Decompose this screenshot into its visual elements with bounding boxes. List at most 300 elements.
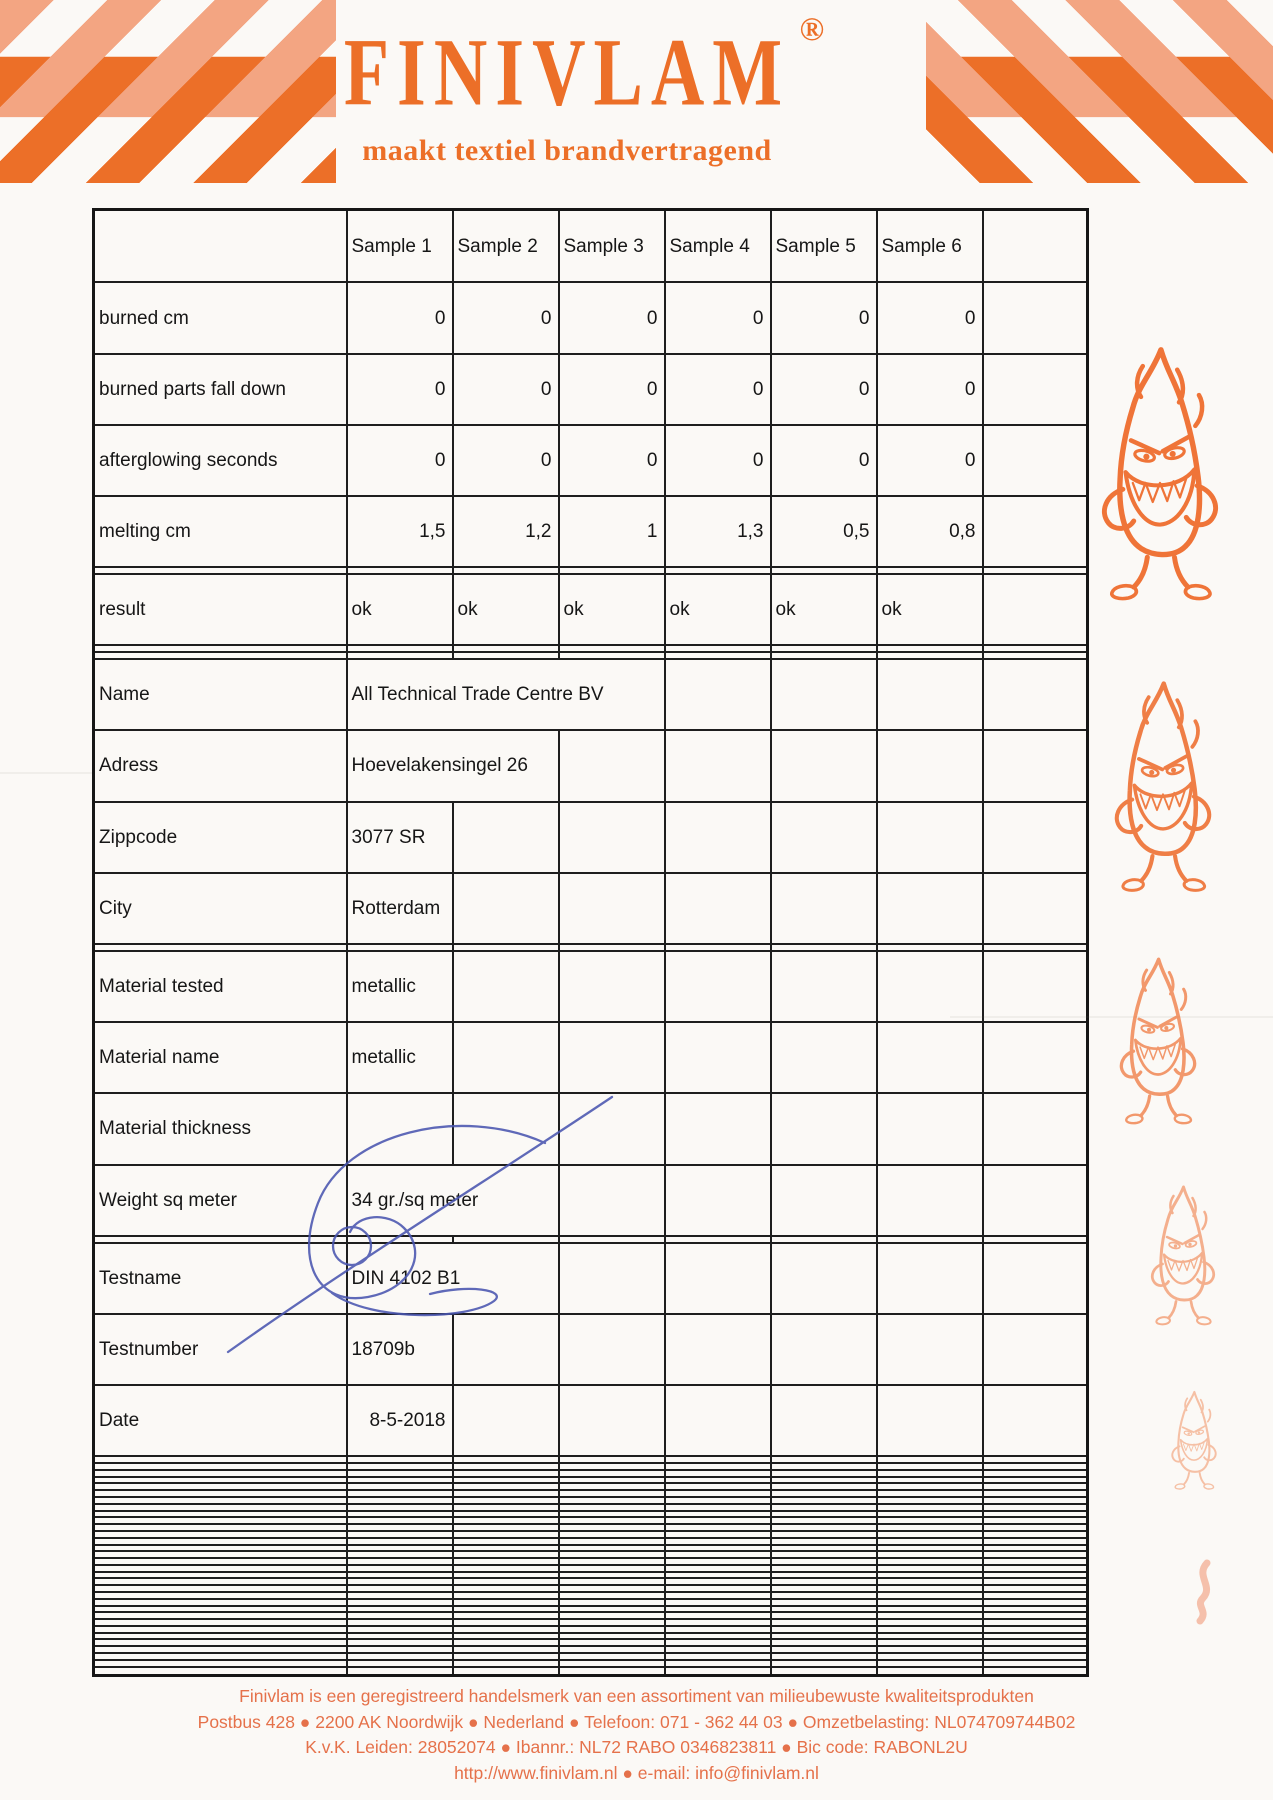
- row-label-cell: City: [94, 873, 347, 944]
- empty-cell: [771, 1578, 877, 1585]
- value-cell: 1,2: [453, 496, 559, 567]
- empty-cell: [347, 1565, 453, 1572]
- value-cell: Hoevelakensingel 26: [347, 730, 559, 801]
- empty-cell: [983, 1538, 1088, 1545]
- empty-cell: [665, 951, 771, 1022]
- row-label-cell: Zippcode: [94, 802, 347, 873]
- paper-crease: [0, 772, 92, 774]
- empty-cell: [877, 1497, 983, 1504]
- table-row: [94, 1619, 1088, 1626]
- empty-cell: [771, 730, 877, 801]
- footer-line-trademark: Finivlam is een geregistreerd handelsmerk van een assortiment van milieubewuste kwaliteitsprodukten: [239, 1686, 1034, 1706]
- row-label-cell: burned parts fall down: [94, 354, 347, 425]
- empty-cell: [453, 1572, 559, 1579]
- empty-cell: [94, 944, 347, 951]
- empty-cell: [877, 1612, 983, 1619]
- value-cell: Rotterdam: [347, 873, 453, 944]
- empty-cell: [94, 1606, 347, 1613]
- empty-cell: [983, 1551, 1088, 1558]
- table-row: [94, 1599, 1088, 1606]
- empty-cell: [453, 1565, 559, 1572]
- empty-cell: [94, 1477, 347, 1484]
- table-row: [94, 1477, 1088, 1484]
- empty-cell: [877, 567, 983, 574]
- empty-cell: [877, 1558, 983, 1565]
- empty-cell: [347, 1585, 453, 1592]
- empty-cell: [877, 1236, 983, 1243]
- empty-cell: [771, 944, 877, 951]
- empty-cell: [983, 1545, 1088, 1552]
- value-cell: 0,5: [771, 496, 877, 567]
- empty-cell: [94, 1626, 347, 1633]
- empty-cell: [983, 1490, 1088, 1497]
- table-row: [94, 1314, 1088, 1385]
- table-row: [94, 1639, 1088, 1646]
- empty-cell: [771, 1592, 877, 1599]
- empty-cell: [983, 1524, 1088, 1531]
- value-cell: 0: [559, 282, 665, 353]
- empty-cell: [347, 1612, 453, 1619]
- empty-cell: [877, 1578, 983, 1585]
- empty-cell: [559, 1236, 665, 1243]
- value-cell: 0: [771, 354, 877, 425]
- brand-row: [343, 12, 825, 127]
- empty-cell: [94, 1517, 347, 1524]
- value-cell: 0: [453, 425, 559, 496]
- value-cell: All Technical Trade Centre BV: [347, 659, 665, 730]
- empty-cell: [559, 567, 665, 574]
- value-cell: 0: [559, 354, 665, 425]
- row-label-cell: Testname: [94, 1243, 347, 1314]
- empty-cell: [771, 1093, 877, 1164]
- row-label-cell: Name: [94, 659, 347, 730]
- empty-cell: [665, 1592, 771, 1599]
- empty-cell: [983, 1093, 1088, 1164]
- empty-cell: [347, 1578, 453, 1585]
- value-cell: 0: [877, 354, 983, 425]
- empty-cell: [877, 1626, 983, 1633]
- empty-cell: [94, 1660, 347, 1667]
- empty-cell: [877, 1667, 983, 1676]
- row-label-cell: Adress: [94, 730, 347, 801]
- footer-line-address: Postbus 428 ● 2200 AK Noordwijk ● Nederland ● Telefoon: 071 - 362 44 03 ● Omzetbelasting: NL074709744B02: [197, 1711, 1076, 1732]
- empty-cell: [983, 730, 1088, 801]
- footer-line-contact: http://www.finivlam.nl ● e-mail: info@finivlam.nl: [454, 1762, 819, 1783]
- empty-cell: [94, 1504, 347, 1511]
- empty-cell: [559, 1314, 665, 1385]
- empty-cell: [983, 802, 1088, 873]
- empty-cell: [877, 659, 983, 730]
- empty-cell: [983, 1606, 1088, 1613]
- value-cell: 0: [665, 354, 771, 425]
- empty-cell: [983, 1612, 1088, 1619]
- empty-cell: [559, 645, 665, 652]
- row-label-cell: result: [94, 574, 347, 645]
- empty-cell: [559, 1463, 665, 1470]
- empty-cell: [665, 873, 771, 944]
- empty-cell: [347, 1511, 453, 1518]
- table-row: [94, 1538, 1088, 1545]
- empty-cell: [771, 1504, 877, 1511]
- value-cell: [347, 1093, 453, 1164]
- empty-cell: [94, 567, 347, 574]
- empty-cell: [877, 1314, 983, 1385]
- value-cell: 8-5-2018: [347, 1385, 453, 1456]
- empty-cell: [347, 652, 453, 659]
- empty-cell: [877, 1653, 983, 1660]
- empty-cell: [983, 1463, 1088, 1470]
- table-row: [94, 1578, 1088, 1585]
- empty-cell: [877, 1619, 983, 1626]
- empty-cell: [877, 951, 983, 1022]
- empty-cell: [665, 1511, 771, 1518]
- results-table-body: [94, 210, 1088, 1676]
- empty-cell: [771, 1022, 877, 1093]
- empty-cell: [453, 1558, 559, 1565]
- empty-cell: [665, 802, 771, 873]
- empty-cell: [347, 1456, 453, 1463]
- value-cell: 0,8: [877, 496, 983, 567]
- corner-stripes-right: [926, 0, 1273, 183]
- empty-cell: [347, 1545, 453, 1552]
- empty-cell: [347, 1599, 453, 1606]
- empty-cell: [453, 1612, 559, 1619]
- empty-cell: [771, 1497, 877, 1504]
- table-row: [94, 1022, 1088, 1093]
- row-label-cell: Weight sq meter: [94, 1165, 347, 1236]
- table-row: [94, 1558, 1088, 1565]
- empty-cell: [453, 1619, 559, 1626]
- empty-cell: [877, 1545, 983, 1552]
- empty-cell: [559, 1165, 665, 1236]
- row-label-cell: Material tested: [94, 951, 347, 1022]
- table-row: [94, 1646, 1088, 1653]
- empty-cell: [559, 1585, 665, 1592]
- empty-cell: [877, 1490, 983, 1497]
- table-row: [94, 1497, 1088, 1504]
- column-header-cell: Sample 3: [559, 210, 665, 283]
- empty-cell: [983, 944, 1088, 951]
- empty-cell: [771, 1545, 877, 1552]
- empty-cell: [94, 1456, 347, 1463]
- results-table: [92, 208, 1089, 1677]
- table-row: [94, 1511, 1088, 1518]
- empty-cell: [94, 1599, 347, 1606]
- empty-cell: [877, 1483, 983, 1490]
- empty-cell: [453, 1511, 559, 1518]
- table-row: [94, 1626, 1088, 1633]
- table-row: [94, 1545, 1088, 1552]
- empty-cell: [453, 1538, 559, 1545]
- empty-cell: [771, 1511, 877, 1518]
- empty-cell: [665, 652, 771, 659]
- empty-cell: [877, 1599, 983, 1606]
- flame-squiggle-icon: [1200, 1563, 1207, 1621]
- table-row: [94, 951, 1088, 1022]
- empty-cell: [453, 652, 559, 659]
- empty-cell: [771, 1524, 877, 1531]
- empty-cell: [453, 1463, 559, 1470]
- empty-cell: [983, 1626, 1088, 1633]
- empty-cell: [94, 1633, 347, 1640]
- empty-cell: [94, 1565, 347, 1572]
- empty-cell: [771, 1531, 877, 1538]
- flame-mascot-icon: [1134, 1180, 1232, 1330]
- empty-cell: [453, 1504, 559, 1511]
- empty-cell: [665, 1646, 771, 1653]
- empty-cell: [771, 1633, 877, 1640]
- empty-cell: [559, 1511, 665, 1518]
- empty-cell: [347, 1490, 453, 1497]
- empty-cell: [771, 1490, 877, 1497]
- empty-cell: [771, 1585, 877, 1592]
- empty-cell: [771, 1463, 877, 1470]
- empty-cell: [559, 1470, 665, 1477]
- empty-cell: [665, 1660, 771, 1667]
- empty-cell: [559, 1599, 665, 1606]
- empty-cell: [94, 1592, 347, 1599]
- empty-cell: [665, 1093, 771, 1164]
- empty-cell: [665, 1456, 771, 1463]
- empty-cell: [665, 567, 771, 574]
- empty-cell: [94, 1511, 347, 1518]
- empty-cell: [771, 1483, 877, 1490]
- brand-logo: [338, 12, 825, 168]
- empty-cell: [877, 1538, 983, 1545]
- table-row: [94, 1612, 1088, 1619]
- table-row: [94, 1470, 1088, 1477]
- empty-cell: [983, 645, 1088, 652]
- empty-cell: [983, 1531, 1088, 1538]
- empty-cell: [453, 951, 559, 1022]
- table-row: [94, 1483, 1088, 1490]
- footer-line-bank: K.v.K. Leiden: 28052074 ● Ibannr.: NL72 RABO 0346823811 ● Bic code: RABONL2U: [305, 1737, 968, 1757]
- empty-cell: [559, 1572, 665, 1579]
- empty-cell: [665, 645, 771, 652]
- empty-cell: [665, 1639, 771, 1646]
- column-header-cell: [94, 210, 347, 283]
- empty-cell: [559, 1565, 665, 1572]
- empty-cell: [877, 1606, 983, 1613]
- empty-cell: [771, 1667, 877, 1676]
- empty-cell: [347, 1517, 453, 1524]
- empty-cell: [877, 1463, 983, 1470]
- empty-cell: [983, 1619, 1088, 1626]
- empty-cell: [877, 645, 983, 652]
- empty-cell: [983, 1653, 1088, 1660]
- empty-cell: [665, 1477, 771, 1484]
- empty-cell: [453, 1456, 559, 1463]
- empty-cell: [453, 1483, 559, 1490]
- value-cell: 1,5: [347, 496, 453, 567]
- empty-cell: [559, 1545, 665, 1552]
- empty-cell: [347, 1470, 453, 1477]
- value-cell: ok: [559, 574, 665, 645]
- empty-cell: [347, 567, 453, 574]
- empty-cell: [559, 1653, 665, 1660]
- empty-cell: [983, 1385, 1088, 1456]
- empty-cell: [877, 1470, 983, 1477]
- empty-cell: [559, 1558, 665, 1565]
- empty-cell: [559, 1612, 665, 1619]
- empty-cell: [665, 1551, 771, 1558]
- table-row: [94, 802, 1088, 873]
- empty-cell: [771, 1626, 877, 1633]
- empty-cell: [559, 1592, 665, 1599]
- empty-cell: [453, 1470, 559, 1477]
- value-cell: 0: [877, 282, 983, 353]
- empty-cell: [453, 1585, 559, 1592]
- empty-cell: [559, 1517, 665, 1524]
- empty-cell: [559, 1093, 665, 1164]
- empty-cell: [771, 1385, 877, 1456]
- empty-cell: [559, 1385, 665, 1456]
- value-cell: 0: [771, 282, 877, 353]
- empty-cell: [453, 1551, 559, 1558]
- column-header-cell: Sample 6: [877, 210, 983, 283]
- empty-cell: [877, 1646, 983, 1653]
- empty-cell: [665, 1531, 771, 1538]
- table-row: [94, 652, 1088, 659]
- empty-cell: [559, 1243, 665, 1314]
- empty-cell: [983, 1236, 1088, 1243]
- empty-cell: [771, 1558, 877, 1565]
- table-row: [94, 1633, 1088, 1640]
- footer: [0, 1684, 1273, 1786]
- empty-cell: [983, 1504, 1088, 1511]
- column-header-cell: Sample 2: [453, 210, 559, 283]
- empty-cell: [559, 1490, 665, 1497]
- empty-cell: [453, 1490, 559, 1497]
- empty-cell: [771, 1660, 877, 1667]
- empty-cell: [771, 652, 877, 659]
- empty-cell: [771, 645, 877, 652]
- empty-cell: [983, 1599, 1088, 1606]
- empty-cell: [665, 1314, 771, 1385]
- empty-cell: [665, 1470, 771, 1477]
- empty-cell: [453, 1592, 559, 1599]
- empty-cell: [983, 1646, 1088, 1653]
- empty-cell: [559, 1667, 665, 1676]
- empty-cell: [665, 730, 771, 801]
- empty-cell: [771, 1653, 877, 1660]
- empty-cell: [347, 1626, 453, 1633]
- empty-cell: [453, 1653, 559, 1660]
- table-row: [94, 1660, 1088, 1667]
- table-row: [94, 1463, 1088, 1470]
- row-label-cell: afterglowing seconds: [94, 425, 347, 496]
- empty-cell: [559, 873, 665, 944]
- value-cell: metallic: [347, 1022, 453, 1093]
- empty-cell: [94, 652, 347, 659]
- empty-cell: [453, 1517, 559, 1524]
- table-row: [94, 425, 1088, 496]
- empty-cell: [877, 1243, 983, 1314]
- empty-cell: [453, 1599, 559, 1606]
- empty-cell: [983, 1497, 1088, 1504]
- empty-cell: [983, 1483, 1088, 1490]
- flame-mascot-icon: [1099, 671, 1227, 901]
- empty-cell: [665, 1612, 771, 1619]
- row-label-cell: Material name: [94, 1022, 347, 1093]
- empty-cell: [983, 574, 1088, 645]
- empty-cell: [453, 1626, 559, 1633]
- empty-cell: [983, 1667, 1088, 1676]
- empty-cell: [347, 1572, 453, 1579]
- empty-cell: [771, 1619, 877, 1626]
- empty-cell: [665, 1558, 771, 1565]
- empty-cell: [771, 1236, 877, 1243]
- empty-cell: [983, 1660, 1088, 1667]
- empty-cell: [453, 1477, 559, 1484]
- empty-cell: [94, 1531, 347, 1538]
- empty-cell: [771, 1314, 877, 1385]
- empty-cell: [665, 1517, 771, 1524]
- empty-cell: [665, 1619, 771, 1626]
- empty-cell: [665, 1165, 771, 1236]
- empty-cell: [877, 730, 983, 801]
- empty-cell: [347, 1524, 453, 1531]
- empty-cell: [453, 1606, 559, 1613]
- empty-cell: [771, 1599, 877, 1606]
- empty-cell: [983, 1585, 1088, 1592]
- empty-cell: [347, 1551, 453, 1558]
- empty-cell: [877, 652, 983, 659]
- empty-cell: [559, 1531, 665, 1538]
- empty-cell: [347, 1646, 453, 1653]
- brand-tagline: maakt textiel brandvertragend: [362, 134, 772, 167]
- empty-cell: [453, 873, 559, 944]
- empty-cell: [453, 567, 559, 574]
- empty-cell: [453, 1545, 559, 1552]
- empty-cell: [665, 1585, 771, 1592]
- empty-cell: [877, 1456, 983, 1463]
- empty-cell: [559, 1497, 665, 1504]
- empty-cell: [347, 1592, 453, 1599]
- empty-cell: [559, 1626, 665, 1633]
- row-label-cell: Testnumber: [94, 1314, 347, 1385]
- empty-cell: [877, 1592, 983, 1599]
- empty-cell: [559, 1477, 665, 1484]
- table-row: [94, 730, 1088, 801]
- empty-cell: [453, 1314, 559, 1385]
- empty-cell: [94, 1497, 347, 1504]
- row-label-cell: Date: [94, 1385, 347, 1456]
- empty-cell: [983, 1456, 1088, 1463]
- table-row: [94, 1653, 1088, 1660]
- empty-cell: [771, 1572, 877, 1579]
- empty-cell: [559, 1504, 665, 1511]
- empty-cell: [94, 1585, 347, 1592]
- empty-cell: [983, 1558, 1088, 1565]
- empty-cell: [771, 873, 877, 944]
- empty-cell: [665, 1599, 771, 1606]
- table-row: [94, 1504, 1088, 1511]
- empty-cell: [877, 1093, 983, 1164]
- empty-cell: [983, 1592, 1088, 1599]
- empty-cell: [983, 496, 1088, 567]
- value-cell: 0: [453, 354, 559, 425]
- empty-cell: [347, 1538, 453, 1545]
- empty-cell: [771, 1606, 877, 1613]
- table-row: [94, 567, 1088, 574]
- empty-cell: [665, 1667, 771, 1676]
- empty-cell: [347, 1463, 453, 1470]
- empty-cell: [983, 282, 1088, 353]
- empty-cell: [559, 1551, 665, 1558]
- empty-cell: [347, 1236, 453, 1243]
- empty-cell: [94, 1558, 347, 1565]
